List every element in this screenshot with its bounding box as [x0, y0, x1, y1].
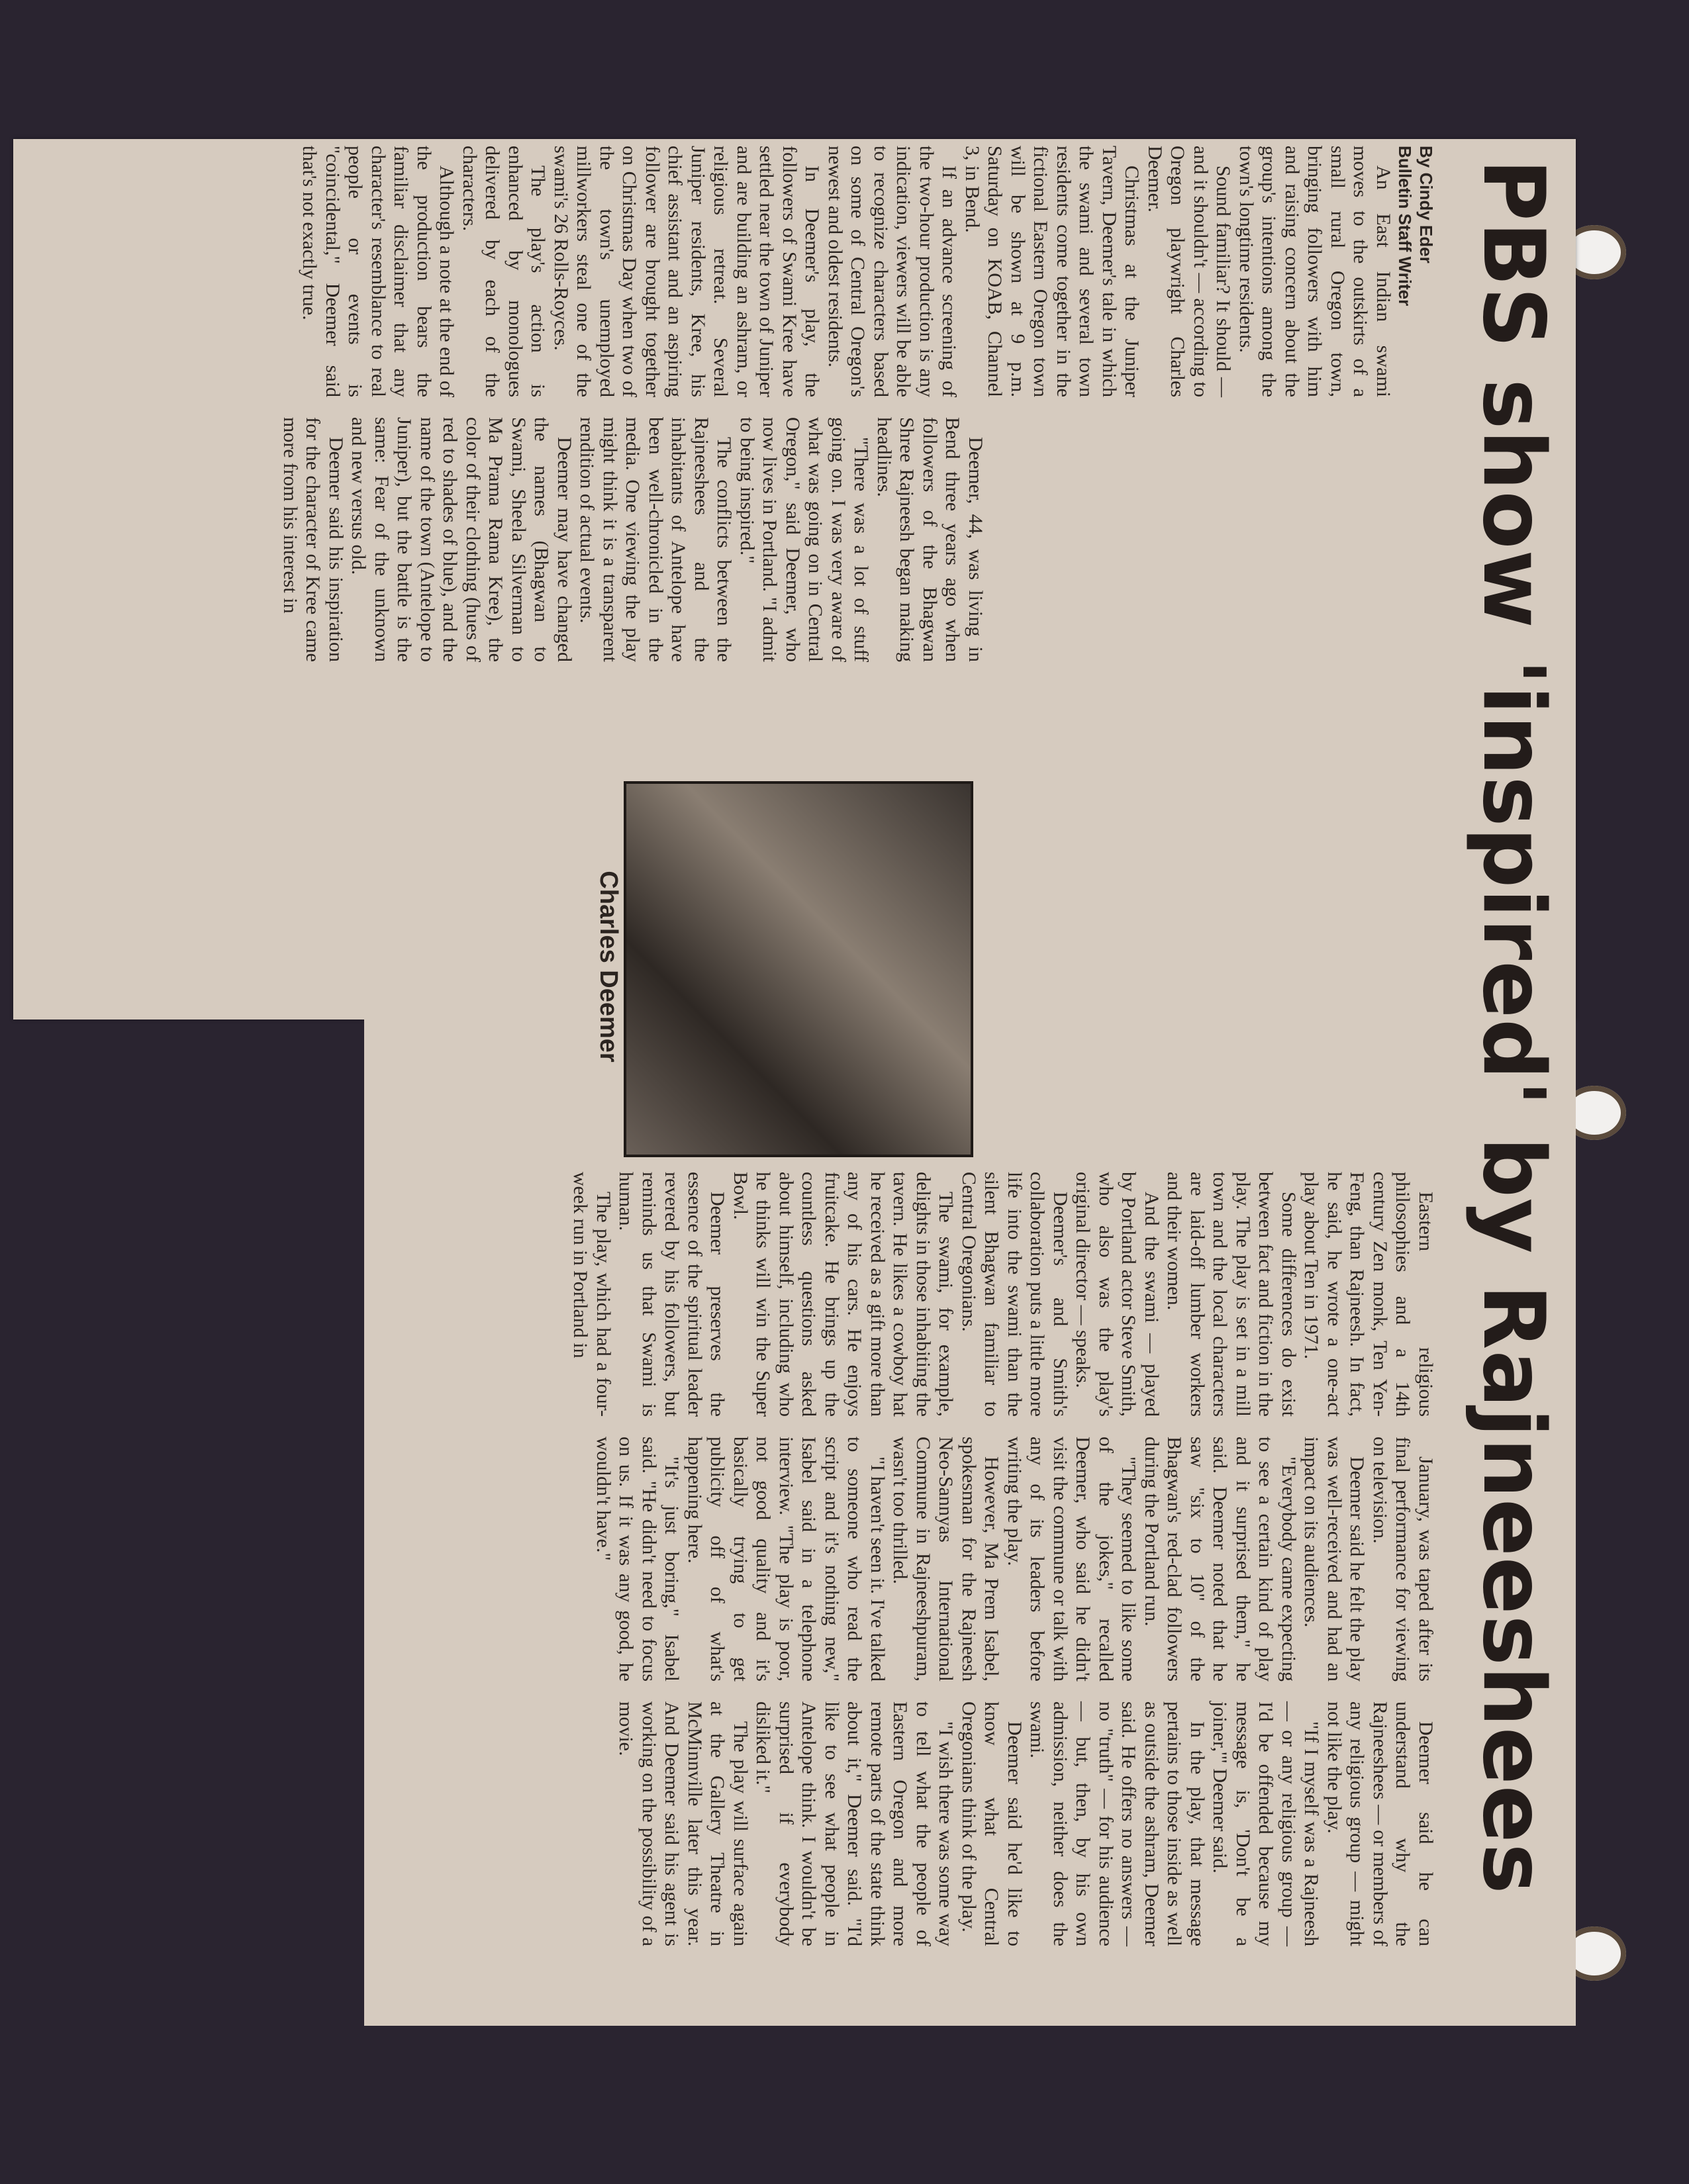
article-column-2: [279, 417, 987, 662]
paragraph: "If I myself was a Rajneesh — or any religious group — I'd be offended because my message is, 'Don't be a joiner,'" Deemer said.: [1209, 1701, 1323, 1946]
paragraph: Eastern religious philosophies and a 14th century Zen monk, Ten Yen-Feng, than Rajneesh. In fact, he said, he wrote a one-act play about Ten in 1971.: [1300, 1172, 1437, 1417]
paragraph: Sound familiar? It should — and it shouldn't — according to Oregon playwright Charles Deemer.: [1144, 146, 1235, 397]
paragraph: Deemer said he can understand why the Rajneeshees — or members of any religious group — might not like the play.: [1324, 1701, 1437, 1946]
byline-title: Bulletin Staff Writer: [1395, 146, 1415, 307]
portrait-photo: [624, 781, 973, 1157]
article: [20, 139, 1569, 2152]
paragraph: An East Indian swami moves to the outskirts of a small rural Oregon town, bringing followers with him and raising concern about the group's intentions among the town's longtime residents.: [1235, 146, 1394, 397]
paragraph: If an advance screening of the two-hour production is any indication, viewers will be able to recognize characters based on some of Central Oregon's newest and oldest residents.: [824, 146, 961, 397]
paragraph: Deemer may have changed the names (Bhagwan to Swami, Sheela Silverman to Ma Prama Rama Kree), the color of their clothing (hues of red to shades of blue), and the name of the town (Antelope to Juniper), but the battle is the same: Fear of the unknown and new versus old.: [348, 417, 575, 662]
paragraph: The conflicts between the Rajneeshees and the inhabitants of Antelope have been well-chronicled in the media. One viewing the play might think it is a transparent rendition of actual events.: [576, 417, 736, 662]
paragraph: In Deemer's play, the followers of Swami Kree have settled near the town of Juniper and are building an ashram, or religious retreat. Several Juniper residents, Kree, his chief assistant and an aspiring follower are brought together on Christmas Day when two of the town's unemployed millworkers steal one of the swami's 26 Rolls-Royces.: [550, 146, 824, 397]
paragraph: "I haven't seen it. I've talked to someone who read the script and it's nothing new," Isabel said in a telephone interview. "The play is poor, not good quality and it's basically trying to get publicity off of what's happening here.: [684, 1437, 889, 1682]
paragraph: The play's action is enhanced by monologues delivered by each of the characters.: [459, 146, 550, 397]
paragraph: Some differences do exist between fact and fiction in the play. The play is set in a mill town and the local characters are laid-off lumber workers and their women.: [1163, 1172, 1300, 1417]
paragraph: "There was a lot of stuff going on. I was very aware of what was going on in Central Oregon," said Deemer, who now lives in Portland. "I admit to being inspired.": [736, 417, 873, 662]
headline: PBS show 'inspired' by Rajneeshees: [1464, 159, 1563, 1895]
paragraph: The play, which had a four-week run in Portland in: [569, 1172, 614, 1417]
paragraph: Although a note at the end of the production bears the familiar disclaimer that any character's resemblance to real people or events is "coincidental," Deemer said that's not exactly true.: [299, 146, 458, 397]
paragraph: Deemer said he'd like to know what Central Oregonians think of the play.: [958, 1701, 1026, 1946]
article-column-5: [614, 1701, 1437, 1946]
paragraph: Deemer, 44, was living in Bend three years ago when followers of the Bhagwan Shree Rajneesh began making headlines.: [873, 417, 987, 662]
paragraph: And the swami — played by Portland actor Steve Smith, who also was the play's original director — speaks.: [1072, 1172, 1163, 1417]
paragraph: "It's just boring," Isabel said. "He didn't need to focus on us. If it was any good, he wouldn't have.": [593, 1437, 683, 1682]
paragraph: The play will surface again at the Gallery Theatre in McMinnville later this year. And Deemer said his agent is working on the possibility of a movie.: [615, 1701, 751, 1946]
paragraph: Christmas at the Juniper Tavern, Deemer's tale in which the swami and several town residents come together in the fictional Eastern Oregon town will be shown at 9 p.m. Saturday on KOAB, Channel 3, in Bend.: [961, 146, 1143, 397]
article-column-4: [592, 1437, 1437, 1682]
article-column-1: [298, 146, 1437, 397]
paragraph: "They seemed to like some of the jokes," recalled Deemer, who said he didn't visit the commune or talk with any of its leaders before writing the play.: [1004, 1437, 1140, 1682]
paragraph: The swami, for example, delights in those inhabiting the tavern. He likes a cowboy hat he received as a gift more than any of his cars. He enjoys fruitcake. He brings up the countless questions asked about himself, including who he thinks will win the Super Bowl.: [730, 1172, 957, 1417]
paragraph: Deemer said he felt the play was well-received and had an impact on its audiences.: [1300, 1437, 1369, 1682]
paragraph: Deemer's and Smith's collaboration puts a little more life into the swami than the silent Bhagwan familiar to Central Oregonians.: [958, 1172, 1071, 1417]
paragraph: However, Ma Prem Isabel, spokesman for the Rajneesh Neo-Sannyas International Commune in Rajneeshpuram, wasn't too thrilled.: [889, 1437, 1003, 1682]
paragraph: Deemer said his inspiration for the character of Kree came more from his interest in: [279, 417, 347, 662]
paragraph: Deemer preserves the essence of the spiritual leader revered by his followers, but reminds us that Swami is human.: [615, 1172, 729, 1417]
paragraph: January, was taped after its final performance for viewing on television.: [1369, 1437, 1437, 1682]
photo-caption: Charles Deemer: [595, 871, 622, 1063]
byline-name: By Cindy Eder: [1416, 146, 1436, 263]
article-column-3: [569, 1172, 1437, 1417]
paragraph: "I wish there was some way to tell what the people of Eastern Oregon and more remote parts of the state think about it," Deemer said. "I'd like to see what people in Antelope think. I wouldn't be surprised if everybody disliked it.": [752, 1701, 957, 1946]
paragraph: In the play, that message pertains to those inside as well as outside the ashram, Deemer said. He offers no answers — no "truth" — for his audience — but, then, by his own admission, neither does the swami.: [1026, 1701, 1208, 1946]
paragraph: "Everybody came expecting to see a certain kind of play and it surprised them," he said. Deemer noted that he saw "six to 10" of the Bhagwan's red-clad followers during the Portland run.: [1141, 1437, 1300, 1682]
column-1-text: [298, 146, 1394, 397]
